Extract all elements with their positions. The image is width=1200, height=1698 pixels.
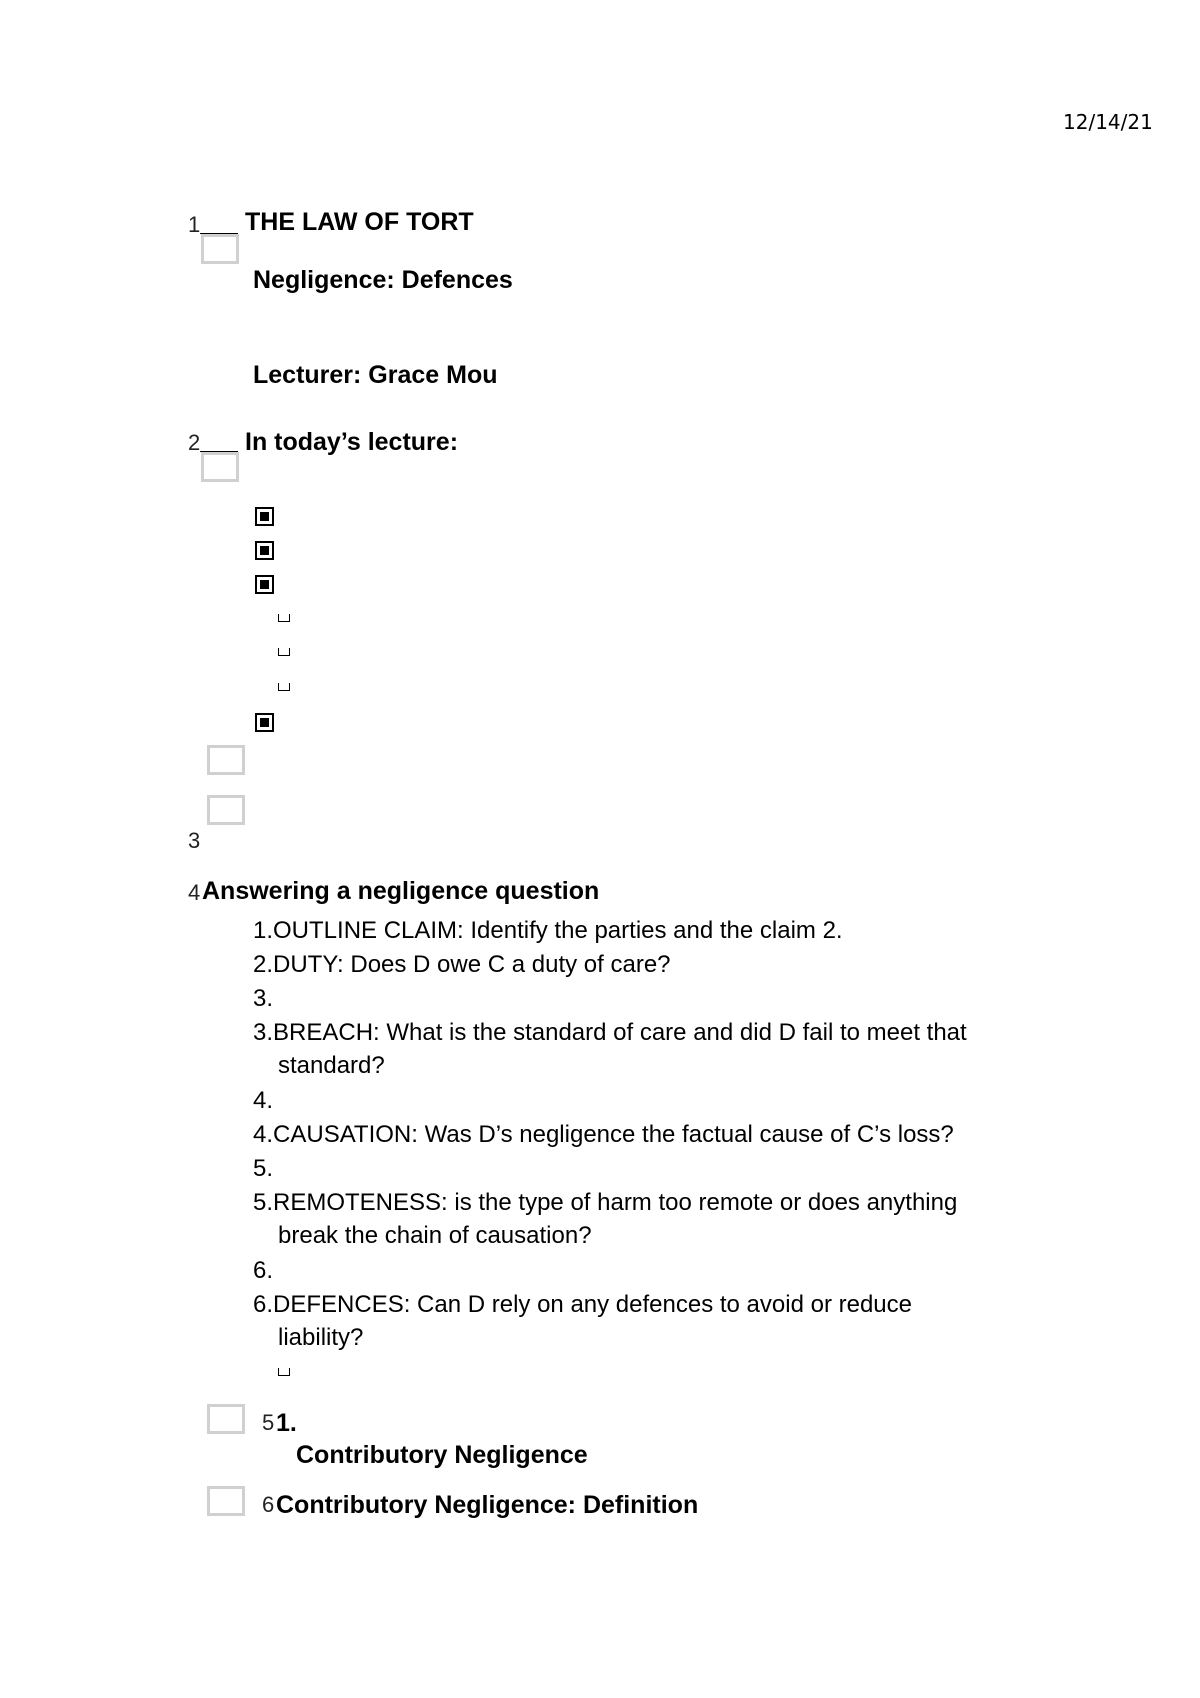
slide-number: 3 bbox=[188, 828, 201, 853]
slide-thumbnail-box[interactable] bbox=[201, 452, 239, 482]
filled-square-bullet-icon bbox=[255, 575, 274, 594]
list-item: 4.CAUSATION: Was D’s negligence the factual cause of C’s loss? bbox=[253, 1121, 954, 1148]
open-bullet-icon bbox=[278, 683, 290, 691]
list-item: 6. bbox=[253, 1257, 274, 1284]
slide-number: 2 bbox=[188, 430, 201, 455]
list-item-continuation: liability? bbox=[278, 1324, 364, 1351]
lecturer-line: Lecturer: Grace Mou bbox=[253, 361, 498, 389]
list-item: 4. bbox=[253, 1087, 274, 1114]
slide-prefix: 1. bbox=[276, 1409, 297, 1437]
filled-square-bullet-icon bbox=[255, 507, 274, 526]
slide-title: THE LAW OF TORT bbox=[245, 208, 474, 236]
list-item: 5.REMOTENESS: is the type of harm too remote or does anything bbox=[253, 1189, 958, 1216]
open-bullet-icon bbox=[278, 648, 290, 656]
list-item: 3. bbox=[253, 985, 274, 1012]
slide-thumbnail-box[interactable] bbox=[201, 234, 239, 264]
slide-number: 4 bbox=[188, 880, 201, 905]
list-item: 5. bbox=[253, 1155, 274, 1182]
list-item: 6.DEFENCES: Can D rely on any defences to avoid or reduce bbox=[253, 1291, 912, 1318]
slide-number: 6 bbox=[262, 1492, 275, 1517]
open-bullet-icon bbox=[278, 614, 290, 622]
open-bullet-icon bbox=[278, 1368, 290, 1376]
slide-number: 5 bbox=[262, 1410, 275, 1435]
list-item-continuation: break the chain of causation? bbox=[278, 1222, 592, 1249]
filled-square-bullet-icon bbox=[255, 541, 274, 560]
slide-number: 1 bbox=[188, 212, 201, 237]
filled-square-bullet-icon bbox=[255, 713, 274, 732]
page-date: 12/14/21 bbox=[1063, 110, 1153, 134]
slide-thumbnail-box[interactable] bbox=[207, 795, 245, 825]
list-item: 1.OUTLINE CLAIM: Identify the parties and the claim 2. bbox=[253, 917, 843, 944]
slide-thumbnail-box[interactable] bbox=[207, 1486, 245, 1516]
list-item-continuation: standard? bbox=[278, 1052, 385, 1079]
slide-subtitle: Negligence: Defences bbox=[253, 266, 513, 294]
slide-title: Contributory Negligence: Definition bbox=[276, 1491, 699, 1519]
slide-title: In today’s lecture: bbox=[245, 428, 459, 456]
slide-thumbnail-box[interactable] bbox=[207, 745, 245, 775]
list-item: 2.DUTY: Does D owe C a duty of care? bbox=[253, 951, 671, 978]
slide-title: Contributory Negligence bbox=[296, 1441, 588, 1469]
list-item: 3.BREACH: What is the standard of care and did D fail to meet that bbox=[253, 1019, 967, 1046]
slide-title: Answering a negligence question bbox=[202, 877, 600, 905]
slide-thumbnail-box[interactable] bbox=[207, 1404, 245, 1434]
